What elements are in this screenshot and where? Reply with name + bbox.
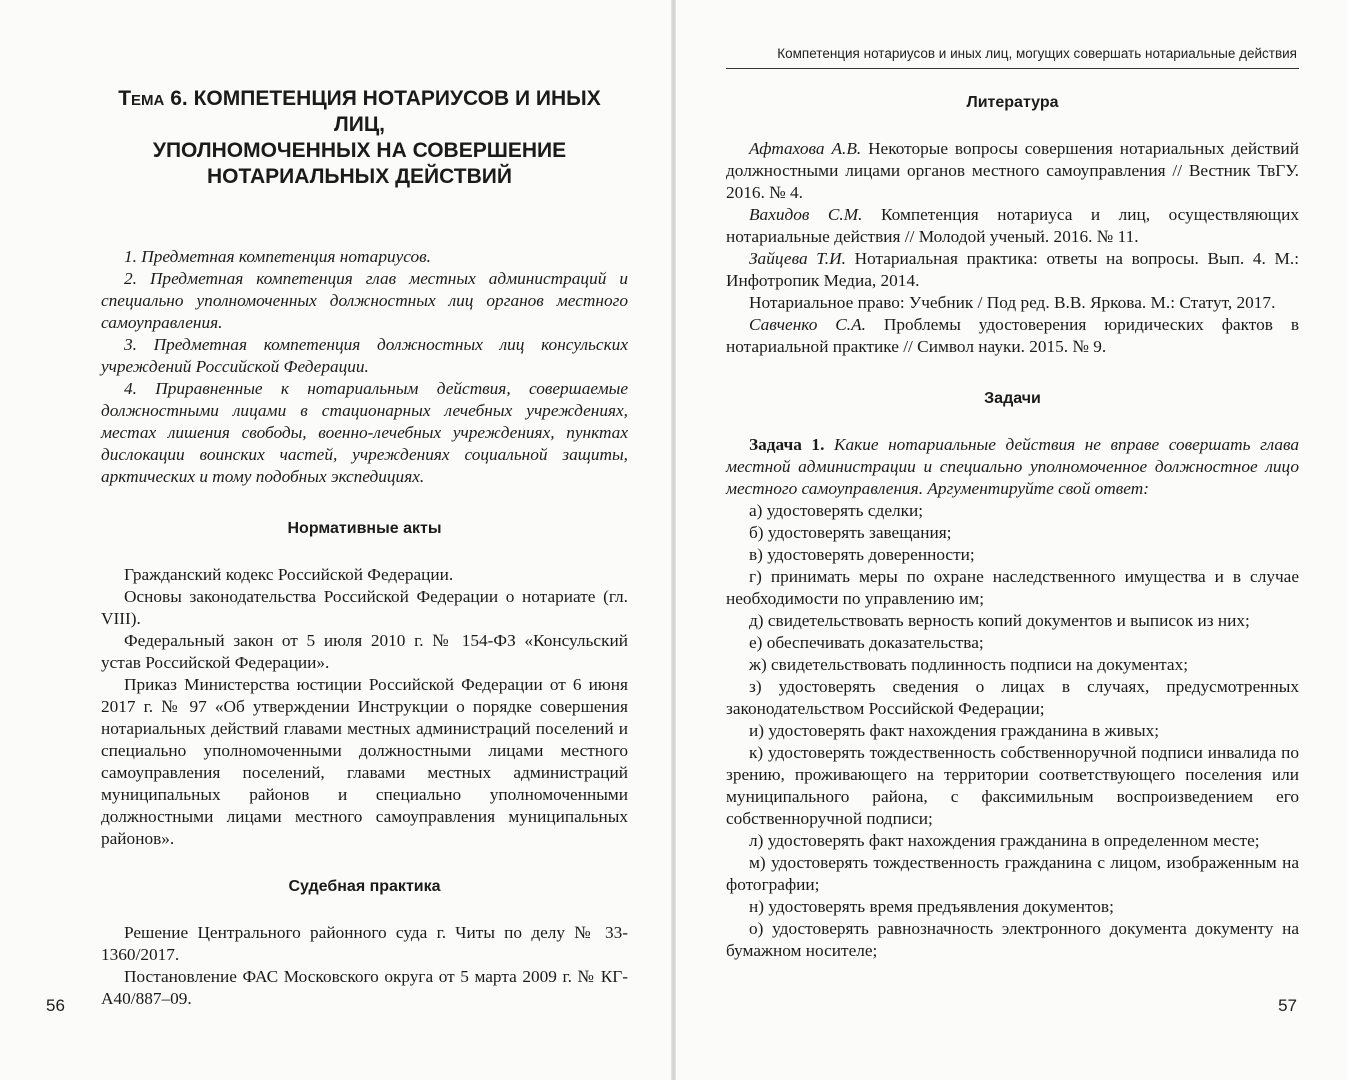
plan-item: 3. Предметная компетенция должностных лиц консульских учреждений Российской Федерации. bbox=[101, 335, 628, 376]
practice-item: Решение Центрального районного суда г. Читы по делу № 33-1360/2017. bbox=[101, 923, 628, 964]
plan-item: 4. Приравненные к нотариальным действия, совершаемые должностными лицами в стационарных лечебных учреждениях, местах лишения свободы, военно-лечебных учреждениях, пунктах дислокации воинских частей, учреждениях социальной защиты, арктических и тому подобных экспедициях. bbox=[101, 379, 628, 486]
task-1-question bbox=[726, 434, 1299, 500]
literature-item bbox=[726, 138, 1299, 204]
task-option: д) свидетельствовать верность копий документов и выписок из них; bbox=[749, 611, 1250, 630]
normative-heading: Нормативные акты bbox=[287, 520, 442, 537]
literature-text: Нотариальная практика: ответы на вопросы. Вып. 4. М.: Инфотропик Медиа, 2014. bbox=[726, 249, 1299, 290]
literature-list bbox=[726, 138, 1299, 358]
topic-title-line-2: УПОЛНОМОЧЕННЫХ НА СОВЕРШЕНИЕ bbox=[152, 139, 567, 162]
task-option: и) удостоверять факт нахождения гражданина в живых; bbox=[749, 721, 1160, 740]
page-number-right: 57 bbox=[1278, 996, 1297, 1015]
topic-number: Тема 6. bbox=[118, 87, 188, 110]
task-1 bbox=[726, 434, 1299, 962]
task-option: м) удостоверять тождественность гражданина с лицом, изображенным на фотографии; bbox=[726, 853, 1299, 894]
task-option: е) обеспечивать доказательства; bbox=[749, 633, 984, 652]
normative-list bbox=[101, 564, 628, 850]
topic-title-line-3: НОТАРИАЛЬНЫХ ДЕЙСТВИЙ bbox=[207, 165, 512, 188]
normative-item: Гражданский кодекс Российской Федерации. bbox=[124, 565, 454, 584]
practice-item: Постановление ФАС Московского округа от 5 марта 2009 г. № КГ-А40/887–09. bbox=[101, 967, 628, 1008]
task-option: ж) свидетельствовать подлинность подписи на документах; bbox=[749, 655, 1189, 674]
topic-title bbox=[101, 86, 618, 190]
literature-item bbox=[726, 314, 1299, 358]
practice-heading: Судебная практика bbox=[288, 878, 441, 895]
plan-item: 1. Предметная компетенция нотариусов. bbox=[124, 247, 431, 266]
literature-author: Зайцева Т.И. bbox=[749, 249, 846, 268]
literature-item bbox=[726, 204, 1299, 248]
task-option: б) удостоверять завещания; bbox=[749, 523, 952, 542]
right-page bbox=[676, 0, 1347, 1080]
task-1-text: Какие нотариальные действия не вправе совершать глава местной администрации и специально уполномоченное должностное лицо местного самоуправления. Аргументируйте свой ответ: bbox=[726, 435, 1299, 498]
task-option: л) удостоверять факт нахождения гражданина в определенном месте; bbox=[749, 831, 1260, 850]
task-option: в) удостоверять доверенности; bbox=[749, 545, 975, 564]
left-page bbox=[0, 0, 672, 1080]
literature-author: Вахидов С.М. bbox=[749, 205, 863, 224]
page-number-left: 56 bbox=[46, 996, 65, 1015]
topic-title-line-1: КОМПЕТЕНЦИЯ НОТАРИУСОВ И ИНЫХ ЛИЦ, bbox=[193, 87, 601, 136]
task-option: з) удостоверять сведения о лицах в случаях, предусмотренных законодательством Российской Федерации; bbox=[726, 677, 1299, 718]
normative-item: Федеральный закон от 5 июля 2010 г. № 154-ФЗ «Консульский устав Российской Федерации». bbox=[101, 631, 628, 672]
task-option: н) удостоверять время предъявления документов; bbox=[749, 897, 1114, 916]
literature-author: Афтахова А.В. bbox=[749, 139, 862, 158]
running-header: Компетенция нотариусов и иных лиц, могущих совершать нотариальные действия bbox=[777, 46, 1297, 61]
practice-list bbox=[101, 922, 628, 1010]
literature-item bbox=[726, 292, 1299, 314]
literature-author: Савченко С.А. bbox=[749, 315, 866, 334]
literature-text: Проблемы удостоверения юридических фактов в нотариальной практике // Символ науки. 2015. № 9. bbox=[726, 315, 1299, 356]
task-option: а) удостоверять сделки; bbox=[749, 501, 924, 520]
tasks-heading: Задачи bbox=[984, 390, 1041, 407]
literature-text: Некоторые вопросы совершения нотариальных действий должностными лицами органов местного самоуправления // Вестник ТвГУ. 2016. № 4. bbox=[726, 139, 1299, 202]
normative-item: Приказ Министерства юстиции Российской Федерации от 6 июня 2017 г. № 97 «Об утверждении Инструкции о порядке совершения нотариальных действий главами местных администраций поселений и специально уполномоченными должностными лицами местного самоуправления поселений, главами местных администраций муниципальных районов и специально уполномоченными должностными лицами местного самоуправления муниципальных районов». bbox=[101, 675, 628, 848]
task-option: о) удостоверять равнозначность электронного документа документу на бумажном носителе; bbox=[726, 919, 1299, 960]
literature-text: Нотариальное право: Учебник / Под ред. В.В. Яркова. М.: Статут, 2017. bbox=[749, 293, 1276, 312]
plan-item: 2. Предметная компетенция глав местных администраций и специально уполномоченных должностных лиц органов местного самоуправления. bbox=[101, 269, 628, 332]
task-1-label: Задача 1. bbox=[749, 435, 825, 454]
task-option: г) принимать меры по охране наследственного имущества и в случае необходимости по управлению им; bbox=[726, 567, 1299, 608]
literature-heading: Литература bbox=[966, 94, 1059, 111]
literature-text: Компетенция нотариуса и лиц, осуществляющих нотариальные действия // Молодой ученый. 2016. № 11. bbox=[726, 205, 1299, 246]
header-rule bbox=[726, 68, 1299, 69]
topic-plan bbox=[101, 246, 628, 488]
literature-item bbox=[726, 248, 1299, 292]
normative-item: Основы законодательства Российской Федерации о нотариате (гл. VIII). bbox=[101, 587, 628, 628]
task-option: к) удостоверять тождественность собственноручной подписи инвалида по зрению, проживающего на территории соответствующего поселения или муниципального района, с факсимильным воспроизведением его собственноручной подписи; bbox=[726, 743, 1299, 828]
